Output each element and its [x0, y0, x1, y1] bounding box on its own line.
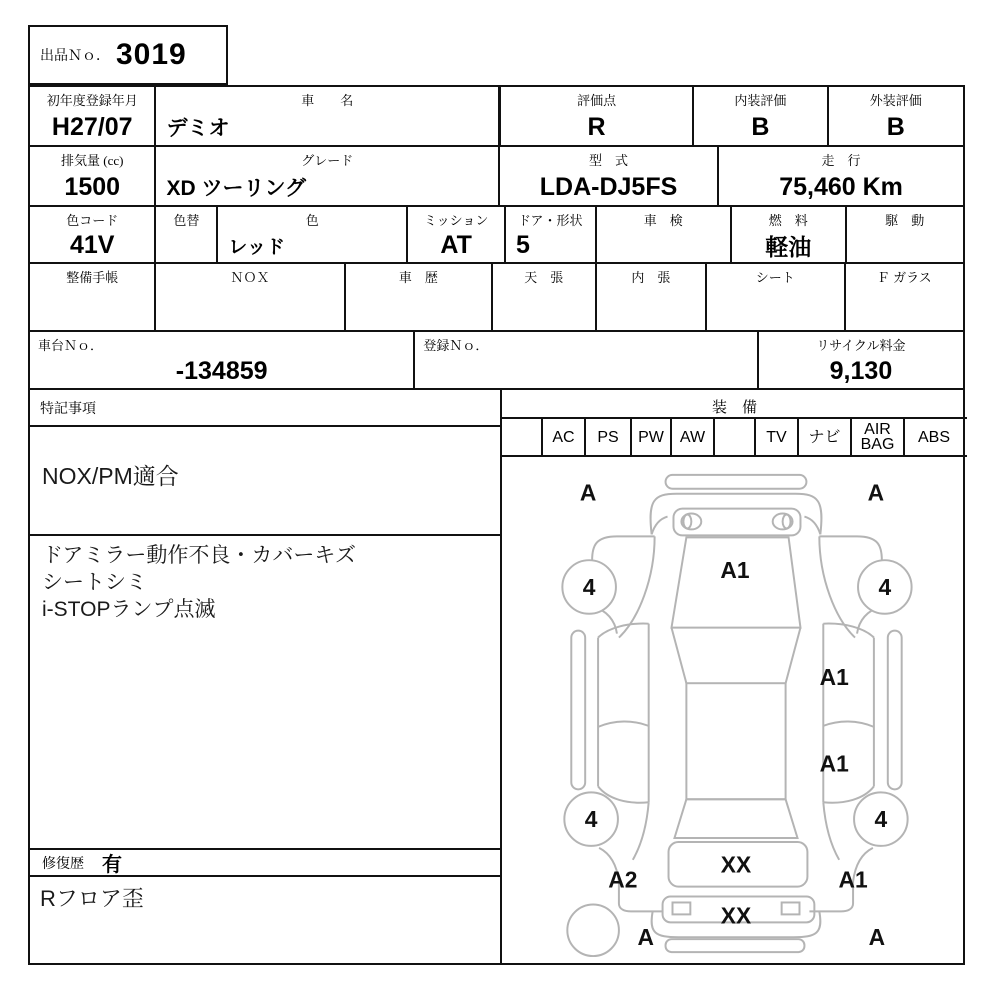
registration-no-label: 登録Ｎｏ．	[423, 338, 489, 353]
drive-label: 駆 動	[885, 213, 925, 228]
equipment-cell-blank2	[715, 419, 756, 455]
grade-label: グレード	[301, 153, 354, 168]
field-car-name	[156, 87, 500, 147]
damage-marker-front-right-wheel: 4	[878, 573, 892, 600]
note-line: シートシミ	[42, 571, 147, 594]
field-grade	[156, 147, 500, 207]
color-value: レッド	[228, 237, 285, 258]
notes-list	[42, 542, 356, 623]
equipment-cell-airbag: AIR BAG	[852, 419, 905, 455]
headliner-label: 天 張	[524, 270, 564, 285]
equipment-cell-ps: PS	[586, 419, 632, 455]
field-displacement	[30, 147, 156, 207]
damage-marker-right-rear-door: A1	[819, 750, 849, 777]
mileage-value: 75,460 Km	[779, 172, 903, 201]
damage-marker-rear-left-quarter: A2	[608, 866, 638, 893]
lot-number-box	[28, 25, 228, 85]
equipment-row	[502, 419, 967, 457]
equipment-cell-blank	[502, 419, 543, 455]
field-fuel	[732, 207, 847, 264]
equipment-cell-aw: AW	[672, 419, 715, 455]
headliner-value	[493, 286, 595, 330]
damage-marker-rear-left-wheel: 4	[584, 806, 598, 833]
doors-value: 5	[515, 231, 530, 259]
transmission-label: ミッション	[423, 213, 489, 228]
chassis-no-value: -134859	[175, 356, 268, 385]
field-nox	[156, 264, 345, 332]
damage-marker-rear-bumper: XX	[720, 902, 752, 929]
fuel-label: 燃 料	[768, 213, 808, 228]
grade-value: XD ツーリング	[166, 177, 307, 200]
history-label: 車 歴	[398, 270, 438, 285]
field-model-code	[500, 147, 719, 207]
model-code-label: 型 式	[589, 153, 629, 168]
notes-divider	[30, 534, 500, 536]
car-top-view	[502, 457, 967, 963]
seat-value	[707, 286, 843, 330]
note-line: ドアミラー動作不良・カバーキズ	[42, 544, 356, 567]
car-name-value: デミオ	[166, 117, 230, 140]
equipment-cell-ac: AC	[543, 419, 586, 455]
damage-marker-rear-gate: XX	[720, 851, 752, 878]
field-first-registration	[30, 87, 156, 147]
damage-marker-rear-right-corner: A	[868, 924, 886, 951]
field-exterior-grade	[829, 87, 963, 147]
equipment-cell-navi: ナビ	[799, 419, 852, 455]
field-seat	[707, 264, 845, 332]
field-score	[500, 87, 694, 147]
field-drive	[847, 207, 964, 264]
field-color-code	[30, 207, 156, 264]
damage-marker-front-right-fender: A	[867, 479, 885, 506]
sheet-frame	[28, 85, 965, 965]
color-change-label: 色替	[173, 213, 200, 228]
notes-label: 特記事項	[30, 390, 500, 427]
field-front-glass	[846, 264, 963, 332]
field-color	[218, 207, 408, 264]
interior-grade-value: B	[751, 112, 770, 141]
transmission-value: AT	[440, 231, 472, 259]
row-registration	[30, 87, 963, 147]
field-recycle-fee	[759, 332, 963, 390]
damage-marker-front-left-wheel: 4	[582, 573, 596, 600]
field-service-book	[30, 264, 156, 332]
field-interior-grade	[694, 87, 828, 147]
field-chassis-no	[30, 332, 415, 390]
damage-diagram	[502, 457, 967, 963]
recycle-fee-label: リサイクル料金	[816, 338, 906, 353]
mileage-label: 走 行	[821, 153, 861, 168]
color-code-label: 色コード	[66, 213, 119, 228]
car-name-label: 車 名	[301, 93, 354, 108]
door-trim-label: 内 張	[631, 270, 671, 285]
service-book-value	[30, 286, 154, 330]
exterior-grade-label: 外装評価	[869, 93, 922, 108]
field-door-trim	[597, 264, 708, 332]
note-line: i-STOPランプ点滅	[42, 598, 216, 621]
damage-marker-rear-left-corner: A	[637, 924, 654, 951]
field-transmission	[408, 207, 506, 264]
field-history	[346, 264, 493, 332]
damage-marker-front-left-fender: A	[579, 479, 597, 506]
first-registration-value: H27/07	[51, 112, 133, 141]
doors-label: ドア・形状	[517, 213, 583, 228]
field-mileage	[719, 147, 963, 207]
equipment-cell-pw: PW	[632, 419, 672, 455]
score-label: 評価点	[577, 93, 617, 108]
color-code-value: 41V	[69, 231, 115, 259]
displacement-value: 1500	[64, 172, 121, 201]
damage-marker-rear-right-wheel: 4	[874, 806, 888, 833]
field-doors	[506, 207, 597, 264]
damage-marker-windshield: A1	[720, 557, 750, 584]
service-book-label: 整備手帳	[66, 270, 119, 285]
row-color	[30, 207, 963, 264]
score-value: R	[587, 112, 606, 141]
equipment-cell-abs: ABS	[917, 428, 950, 446]
note-nox-pm: NOX/PM適合	[42, 463, 179, 489]
inspection-value	[597, 229, 730, 262]
row-chassis	[30, 332, 963, 390]
equipment-cell-tv: TV	[756, 419, 799, 455]
repair-history-label: 修復歴	[42, 856, 84, 872]
door-trim-value	[597, 286, 706, 330]
nox-value	[156, 286, 343, 330]
field-inspection	[597, 207, 732, 264]
equipment-label: 装 備	[502, 390, 967, 419]
drive-value	[847, 229, 964, 262]
registration-no-value	[415, 354, 757, 388]
repair-history-detail: Rフロア歪	[40, 886, 144, 911]
front-glass-label: Ｆ ガラス	[876, 270, 932, 285]
lot-number-label: 出品Ｎｏ．	[40, 49, 110, 64]
lot-number-value: 3019	[116, 38, 187, 71]
recycle-fee-value: 9,130	[829, 356, 893, 385]
fuel-value: 軽油	[765, 234, 812, 260]
damage-marker-rear-right-quarter: A1	[838, 866, 868, 893]
chassis-no-label: 車台Ｎｏ．	[38, 338, 104, 353]
model-code-value: LDA-DJ5FS	[539, 172, 678, 201]
row-condition	[30, 264, 963, 332]
color-change-value	[156, 229, 216, 262]
color-label: 色	[305, 213, 319, 228]
equipment-section	[502, 390, 967, 963]
repair-history-row	[30, 848, 500, 877]
history-value	[346, 286, 491, 330]
first-registration-label: 初年度登録年月	[46, 93, 138, 108]
seat-label: シート	[755, 270, 795, 285]
field-registration-no	[415, 332, 759, 390]
row-grade	[30, 147, 963, 207]
exterior-grade-value: B	[886, 112, 905, 141]
displacement-label: 排気量 (cc)	[61, 153, 124, 168]
field-headliner	[493, 264, 597, 332]
front-glass-value	[846, 286, 963, 330]
repair-history-value: 有	[102, 854, 122, 876]
field-color-change	[156, 207, 218, 264]
damage-marker-right-front-door: A1	[819, 664, 849, 691]
inspection-label: 車 検	[643, 213, 683, 228]
nox-label: ＮＯＸ	[230, 270, 270, 285]
interior-grade-label: 内装評価	[734, 93, 787, 108]
notes-section	[30, 390, 502, 963]
